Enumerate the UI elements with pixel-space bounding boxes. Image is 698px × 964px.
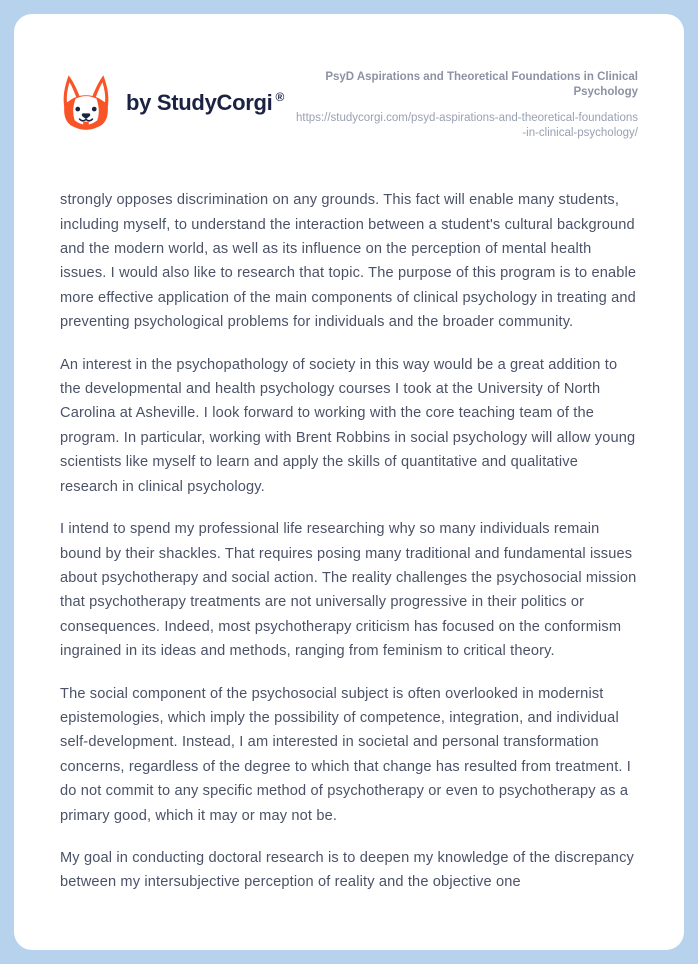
- document-url-link[interactable]: https://studycorgi.com/psyd-aspirations-and-theoretical-foundations-in-clinical-psychology/: [296, 112, 638, 140]
- essay-paragraph: I intend to spend my professional life researching why so many individuals remain bound by their shackles. That requires posing many traditional and fundamental issues about psychotherapy and social action. The reality challenges the psychosocial mission that psychotherapy treatments are not universally progressive in their politics or consequences. Indeed, most psychotherapy criticism has focused on the conformism ingrained in its ideas and methods, ranging from feminism to critical theory.: [60, 521, 637, 660]
- corgi-logo-icon: [60, 74, 112, 132]
- essay-paragraph: The social component of the psychosocial subject is often overlooked in modernist epistemologies, which imply the possibility of competence, integration, and individual self-development. Instead, I am interested in societal and personal transformation concerns, regardless of the degree to which that change has resulted from treatment. I do not commit to any specific method of psychotherapy or even to psychotherapy as a primary good, which it may or may not be.: [60, 685, 632, 824]
- essay-paragraph: My goal in conducting doctoral research is to deepen my knowledge of the discrepancy between my intersubjective perception of reality and the objective one: [60, 849, 634, 891]
- essay-paragraph: strongly opposes discrimination on any grounds. This fact will enable many students, including myself, to understand the interaction between a student's cultural background and the modern world, as well as its influence on the perception of mental health issues. I would also like to research that topic. The purpose of this program is to enable more effective application of the main components of clinical psychology in treating and preventing psychological problems for individuals and the broader community.: [60, 192, 637, 331]
- essay-paragraph: An interest in the psychopathology of society in this way would be a great addition to the developmental and health psychology courses I took at the University of North Carolina at Asheville. I look forward to working with the core teaching team of the program. In particular, working with Brent Robbins in social psychology will allow young scientists like myself to learn and apply the skills of quantitative and qualitative research in clinical psychology.: [60, 356, 636, 495]
- essay-body: [60, 188, 638, 895]
- document-header: [60, 68, 638, 141]
- document-title: PsyD Aspirations and Theoretical Foundations in Clinical Psychology: [325, 71, 638, 99]
- registered-trademark-symbol: ®: [275, 90, 285, 104]
- brand-text: by StudyCorgi: [126, 90, 273, 115]
- document-meta: [293, 68, 638, 141]
- studycorgi-logo[interactable]: [60, 74, 284, 132]
- document-card: [14, 14, 684, 950]
